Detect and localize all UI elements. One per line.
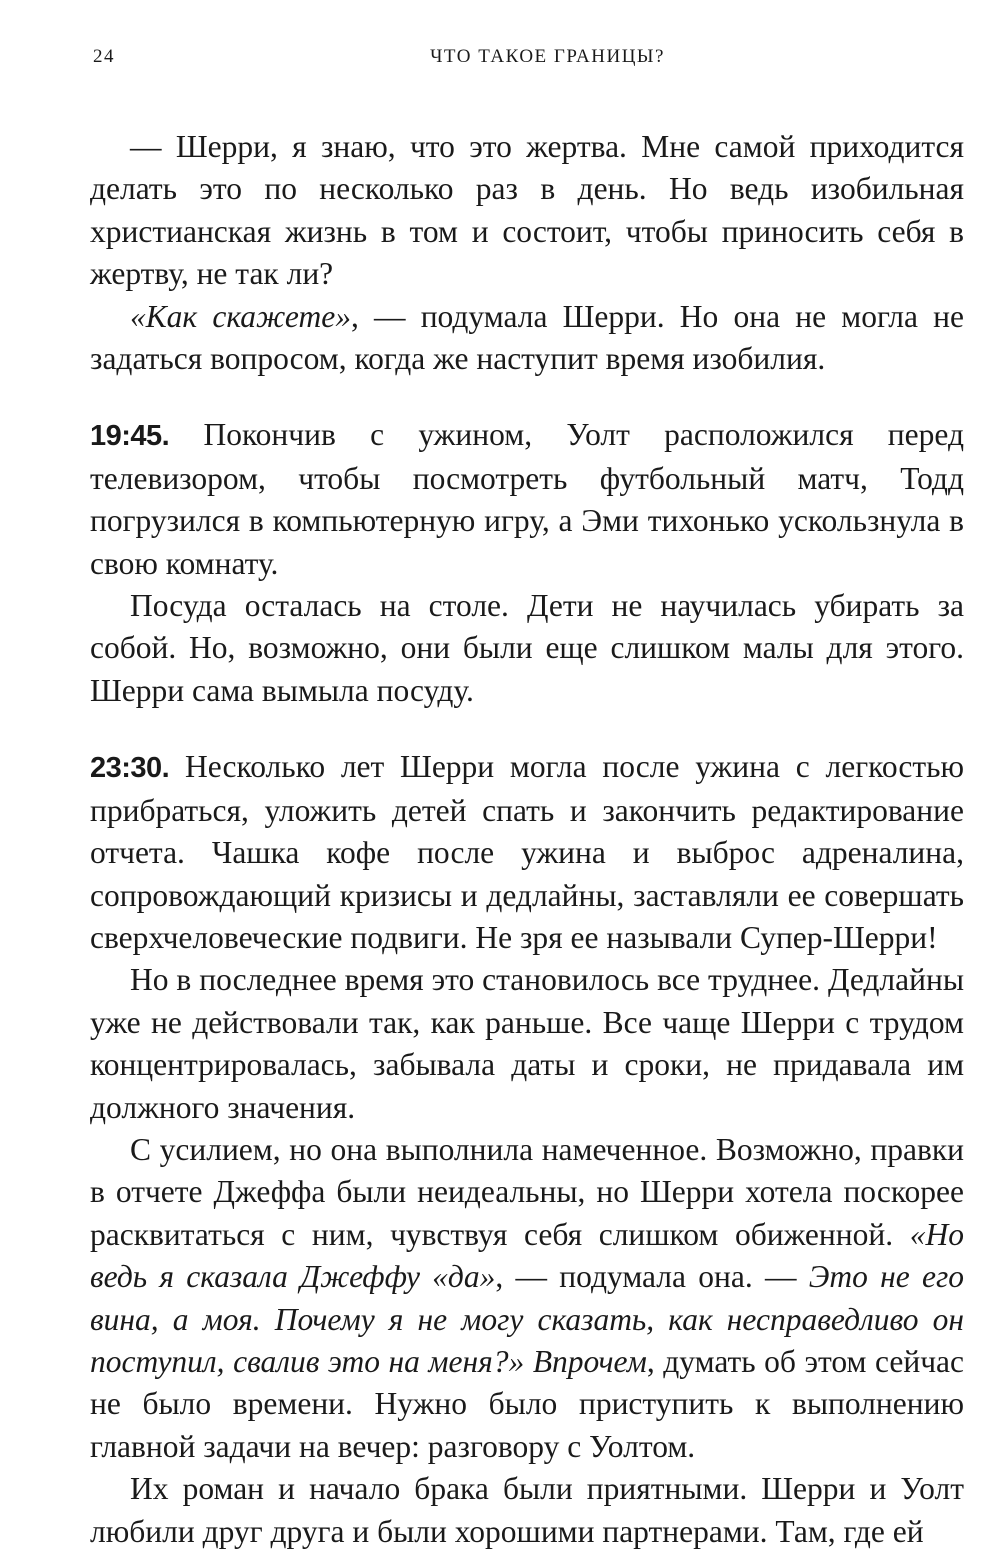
running-title: ЧТО ТАКОЕ ГРАНИЦЫ? <box>430 46 665 67</box>
paragraph <box>90 296 964 381</box>
paragraph-text: Покончив с ужином, Уолт расположился перед телевизором, чтобы посмотреть футбольный матч, Тодд погрузился в компьютерную игру, а Эми тихонько ускользнула в свою комнату. <box>90 417 964 581</box>
section-paragraph <box>90 414 964 585</box>
time-marker: 19:45. <box>90 420 170 453</box>
paragraph: — Шерри, я знаю, что это жертва. Мне самой приходится делать это по несколько раз в день. Но ведь изобильная христианская жизнь в том и состоит, чтобы приносить себя в жертву, не так ли? <box>90 129 964 292</box>
paragraph: Посуда осталась на столе. Дети не научилась убирать за собой. Но, возможно, они были еще слишком малы для этого. Шерри сама вымыла посуду. <box>90 588 964 708</box>
page-body <box>90 126 964 1553</box>
paragraph-text: С усилием, но она выполнила намеченное. Возможно, правки в отчете Джеффа были неидеальны, но Шерри хотела поскорее расквитаться с ним, чувствуя себя слишком обиженной. <box>90 1131 964 1252</box>
paragraph-text: , думать об этом сейчас не было времени. Нужно было приступить к выполнению главной задачи на вечер: разговору с Уолтом. <box>90 1343 965 1464</box>
paragraph-text: , — подумала Шерри. Но она не могла не задаться вопросом, когда же наступит время изобилия. <box>90 298 964 377</box>
paragraph-text: , — подумала она. — <box>495 1259 809 1295</box>
italic-quote: «Но ведь я сказала Джеффу «да» <box>90 1216 964 1295</box>
paragraph <box>90 1129 964 1468</box>
paragraph: Но в последнее время это становилось все труднее. Дедлайны уже не действовали так, как раньше. Все чаще Шерри с трудом концентрировалась, забывала даты и сроки, не придавала им должного значения. <box>90 962 964 1125</box>
page-header <box>93 46 962 76</box>
paragraph-text: Несколько лет Шерри могла после ужина с легкостью прибраться, уложить детей спать и закончить редактирование отчета. Чашка кофе после ужина и выброс адреналина, сопровождающий кризисы и дедлайны, заставляли ее совершать сверхчеловеческие подвиги. Не зря ее называли Супер-Шерри! <box>90 749 964 955</box>
section-paragraph <box>90 746 964 959</box>
page-number: 24 <box>93 46 115 67</box>
italic-quote: «Как скажете» <box>130 298 351 334</box>
paragraph: Их роман и начало брака были приятными. Шерри и Уолт любили друг друга и были хорошими партнерами. Там, где ей <box>90 1471 964 1549</box>
italic-quote: Это не его вина, а моя. Почему я не могу сказать, как несправедливо он поступил, свалив это на меня?» Впрочем <box>90 1259 964 1379</box>
time-marker: 23:30. <box>90 752 170 785</box>
